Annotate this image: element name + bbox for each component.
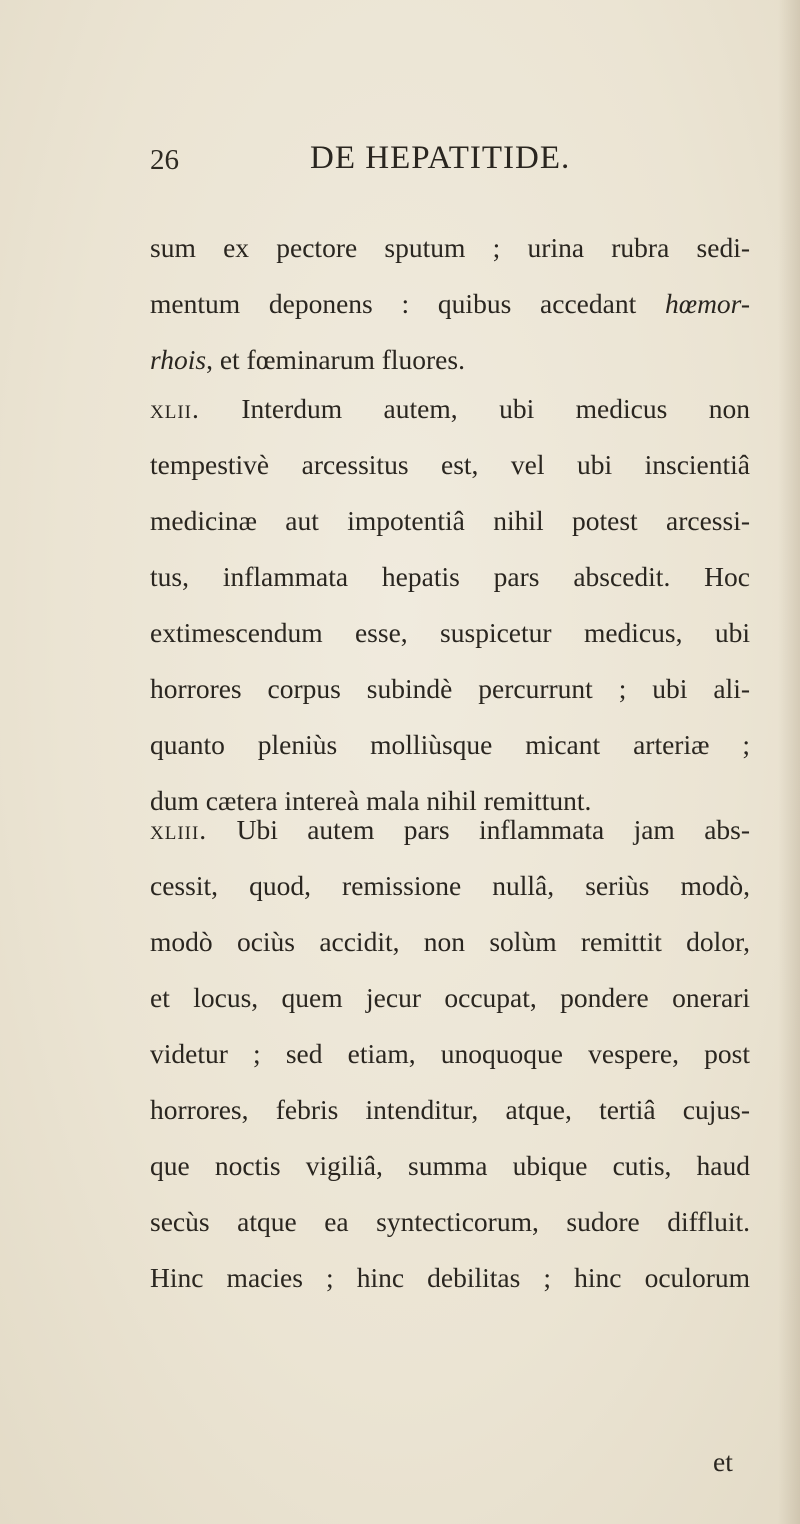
catchword: et <box>713 1446 733 1477</box>
text-line: horrores corpus subindè percurrunt ; ubi ali- <box>150 673 750 704</box>
text-line <box>150 802 750 858</box>
text-line: cessit, quod, remissione nullâ, seriùs modò, <box>150 870 750 901</box>
text-line <box>150 332 750 388</box>
paragraph-2 <box>150 381 750 829</box>
text-line: sum ex pectore sputum ; urina rubra sedi- <box>150 232 750 263</box>
text-line: medicinæ aut impotentiâ nihil potest arcessi- <box>150 505 750 536</box>
page-number: 26 <box>150 144 179 176</box>
text-line-part: , et fœminarum fluores. <box>206 344 465 375</box>
text-line-part: Interdum autem, ubi medicus non <box>241 393 751 424</box>
text-line: tus, inflammata hepatis pars abscedit. Hoc <box>150 561 750 592</box>
text-line <box>150 276 750 332</box>
text-line: videtur ; sed etiam, unoquoque vespere, post <box>150 1038 750 1069</box>
text-line: secùs atque ea syntecticorum, sudore diffluit. <box>150 1206 750 1237</box>
text-line: extimescendum esse, suspicetur medicus, ubi <box>150 617 750 648</box>
text-line: tempestivè arcessitus est, vel ubi inscientiâ <box>150 449 750 480</box>
section-number: xlii. <box>150 393 200 424</box>
running-head: DE HEPATITIDE. <box>310 140 571 176</box>
text-line-part: mentum deponens : quibus accedant <box>150 288 665 319</box>
text-line: que noctis vigiliâ, summa ubique cutis, haud <box>150 1150 750 1181</box>
section-number: xliii. <box>150 814 208 845</box>
text-line: Hinc macies ; hinc debilitas ; hinc oculorum <box>150 1262 750 1293</box>
italic-word: hœmor- <box>664 288 750 319</box>
page-header <box>150 140 750 190</box>
italic-word: rhois <box>150 344 207 375</box>
text-line: horrores, febris intenditur, atque, tertiâ cujus- <box>150 1094 750 1125</box>
page-edge-shadow <box>778 0 800 1524</box>
text-line-part: Ubi autem pars inflammata jam abs- <box>236 814 751 845</box>
paragraph-1 <box>150 220 750 388</box>
paragraph-3 <box>150 802 750 1306</box>
text-line: dum cætera intereà mala nihil remittunt. <box>150 785 592 816</box>
text-line: et locus, quem jecur occupat, pondere onerari <box>150 982 750 1013</box>
text-line <box>150 381 750 437</box>
text-line: quanto pleniùs molliùsque micant arteriæ ; <box>150 729 750 760</box>
text-line: modò ociùs accidit, non solùm remittit dolor, <box>150 926 750 957</box>
